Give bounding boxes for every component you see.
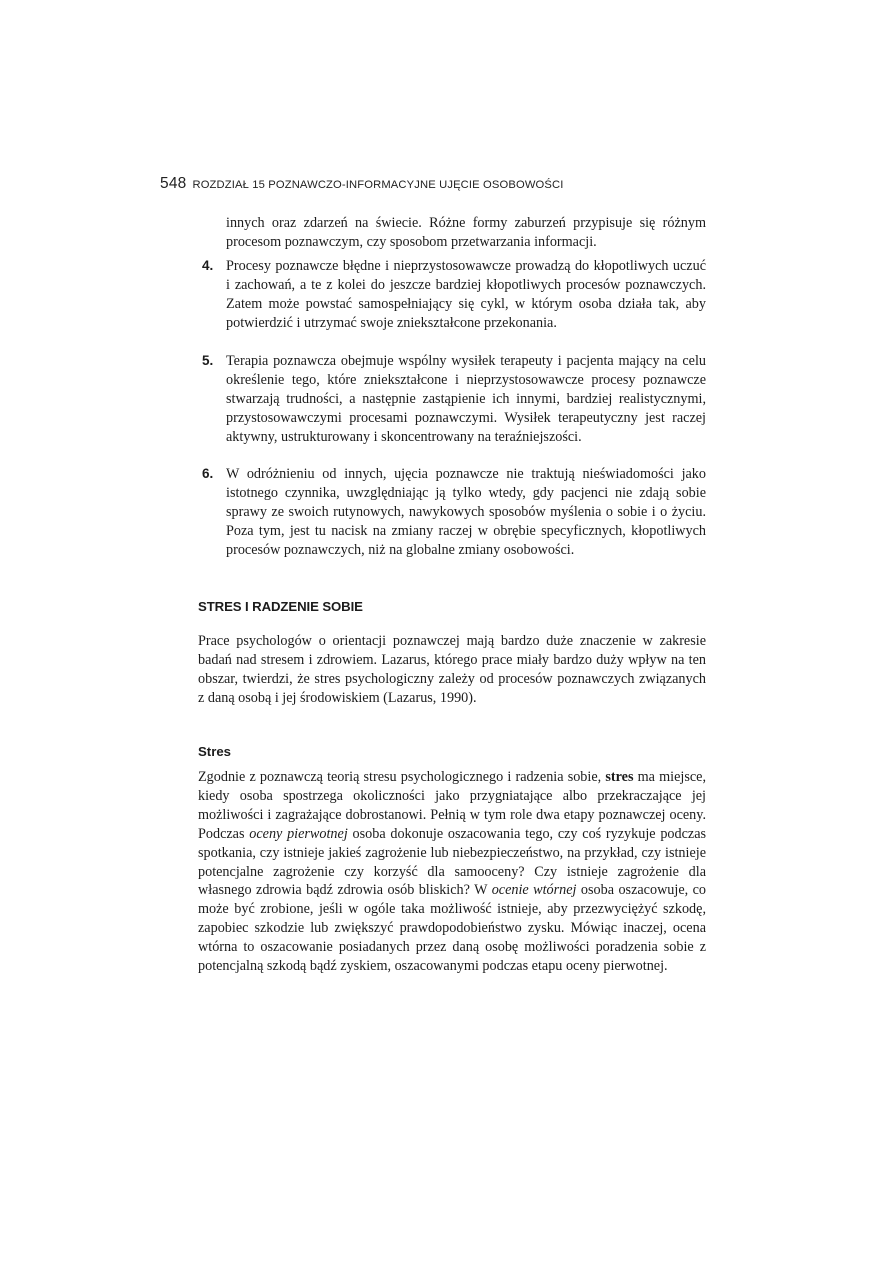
list-number: 6. — [202, 466, 214, 481]
list-text: Procesy poznawcze błędne i nieprzystosowawcze prowadzą do kłopotliwych uczuć i zachowań, a te z kolei do jeszcze bardziej kłopotliwych procesów poznawczych. Zatem może powstać samospełniający się cykl, w którym osoba działa tak, aby potwierdzić i utrzymać swoje zniekształcone przekonania. — [226, 258, 706, 331]
term-primary-appraisal: oceny pierwotnej — [249, 825, 348, 842]
list-number: 5. — [202, 353, 214, 368]
section-paragraph: Prace psychologów o orientacji poznawczej mają bardzo duże znaczenie w zakresie badań nad stresem i zdrowiem. Lazarus, którego prace miały bardzo duży wpływ na ten obszar, twierdzi, że stres psychologiczny zależy od procesów poznawczych związanych z daną osobą i jej środowiskiem (Lazarus, 1990). — [198, 633, 706, 706]
section-heading: STRES I RADZENIE SOBIE — [198, 599, 363, 614]
list-text: W odróżnieniu od innych, ujęcia poznawcze nie traktują nieświadomości jako istotnego czynnika, uwzględniając ją tylko wtedy, gdy pacjenci nie zdają sobie sprawy ze swoich rutynowych, nawykowych sposobów myślenia o sobie i o życiu. Poza tym, jest tu nacisk na zmiany raczej w obrębie specyficznych, kłopotliwych procesów poznawczych, niż na globalne zmiany osobowości. — [226, 466, 706, 558]
continuation-paragraph: innych oraz zdarzeń na świecie. Różne formy zaburzeń przypisuje się różnym procesom poznawczym, czy sposobom przetwarzania informacji. — [226, 215, 706, 250]
running-head — [160, 175, 760, 197]
page-number: 548 — [160, 175, 187, 192]
term-stres: stres — [605, 769, 634, 785]
chapter-title: ROZDZIAŁ 15 POZNAWCZO-INFORMACYJNE UJĘCIE OSOBOWOŚCI — [192, 179, 564, 191]
stress-paragraph-part-c: osoba dokonuje oszacowania tego, czy coś ryzykuje podczas spotkania, czy istnieje jakieś zagrożenie lub niebezpieczeństwo, na przykład, czy istnieje potencjalne zagrożenie czy korzyść dla samooceny? Czy istnieje zagrożenie dla własnego zdrowia bądź zdrowia osób bliskich? W — [198, 825, 707, 899]
list-number: 4. — [202, 258, 214, 273]
term-secondary-appraisal: ocenie wtórnej — [491, 882, 577, 899]
stress-paragraph — [198, 768, 706, 976]
list-item-5 — [202, 352, 706, 447]
list-item-4 — [202, 257, 706, 333]
stress-paragraph-part-d: osoba oszacowuje, co może być zrobione, jeśli w ogóle taka możliwość istnieje, aby przezwyciężyć szkodę, zapobiec szkodzie lub zwiększyć prawdopodobieństwo zysku. Mówiąc inaczej, ocena wtórna to oszacowanie posiadanych przez daną osobę możliwości poradzenia sobie z potencjalną szkodą bądź zyskiem, oszacowanymi podczas etapu oceny pierwotnej. — [198, 882, 707, 975]
list-text: Terapia poznawcza obejmuje wspólny wysiłek terapeuty i pacjenta mający na celu określenie tego, które zniekształcone i nieprzystosowawcze procesy poznawcze stwarzają trudności, a następnie zastąpienie ich innymi, bardziej realistycznymi, przystosowawczymi procesami poznawczymi. Wysiłek terapeutyczny jest raczej aktywny, ustrukturowany i skoncentrowany na teraźniejszości. — [226, 353, 706, 445]
subsection-heading: Stres — [198, 744, 231, 759]
list-item-6 — [202, 465, 706, 560]
stress-paragraph-part-b: ma miejsce, kiedy osoba spostrzega okoliczności jako przygniatające albo przekraczające jej możliwości i zagrażające dobrostanowi. Pełnią w tym role dwa etapy poznawczej oceny. Podczas — [198, 769, 707, 842]
stress-paragraph-intro: Zgodnie z poznawczą teorią stresu psychologicznego i radzenia sobie, — [198, 769, 606, 785]
